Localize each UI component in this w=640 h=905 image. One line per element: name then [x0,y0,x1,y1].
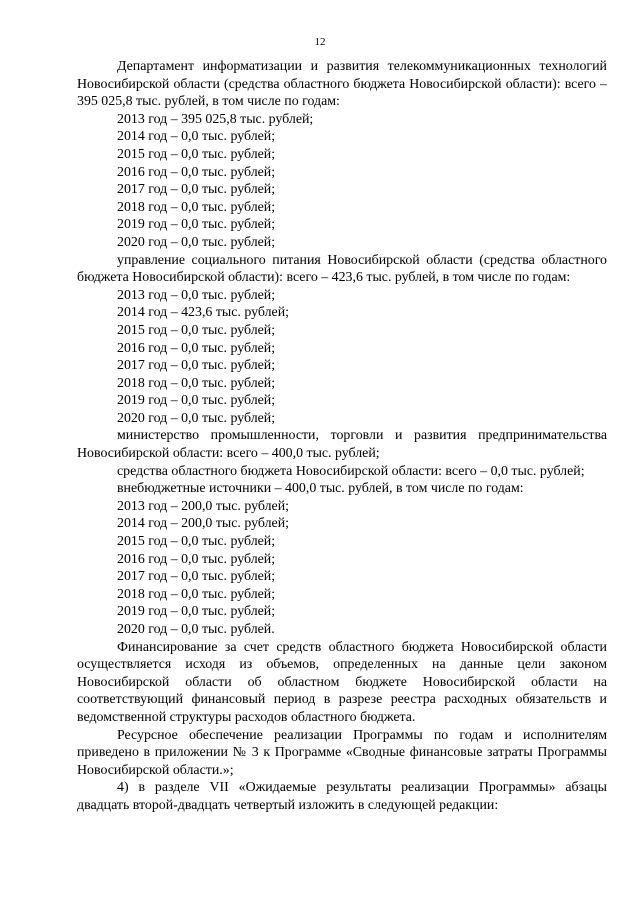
list-item: 2020 год – 0,0 тыс. рублей; [117,234,276,250]
list-item: 2014 год – 0,0 тыс. рублей; [117,129,276,145]
list-item: 2019 год – 0,0 тыс. рублей; [117,217,276,233]
paragraph-department-informatization: Департамент информатизации и развития телекоммуникационных технологий Новосибирской области (средства областного бюджета Новосибирской области): всего – 395 025,8 тыс. рублей, в том числе по годам: [77,59,607,110]
list-item: 2017 год – 0,0 тыс. рублей; [117,569,276,585]
list-item: 2013 год – 395 025,8 тыс. рублей; [117,111,314,127]
page-number: 12 [314,36,326,48]
list-item: 2018 год – 0,0 тыс. рублей; [117,199,276,215]
paragraph-ministry-industry: министерство промышленности, торговли и развития предпринимательства Новосибирской области: всего – 400,0 тыс. рублей; [77,428,607,462]
list-item: 2019 год – 0,0 тыс. рублей; [117,393,276,409]
list-item: 2019 год – 0,0 тыс. рублей; [117,604,276,620]
list-item: 2016 год – 0,0 тыс. рублей; [117,551,276,567]
paragraph-section-vii: 4) в разделе VII «Ожидаемые результаты реализации Программы» абзацы двадцать второй-двадцать четвертый изложить в следующей редакции: [77,780,607,813]
list-item: 2013 год – 200,0 тыс. рублей; [117,498,289,514]
paragraph-extrabudgetary: внебюджетные источники – 400,0 тыс. рублей, в том числе по годам: [117,481,524,497]
paragraph-regional-budget: средства областного бюджета Новосибирской области: всего – 0,0 тыс. рублей; [117,463,585,479]
list-item: 2018 год – 0,0 тыс. рублей; [117,375,276,391]
list-item: 2020 год – 0,0 тыс. рублей. [117,622,275,637]
list-item: 2018 год – 0,0 тыс. рублей; [117,586,276,602]
list-item: 2014 год – 200,0 тыс. рублей; [117,516,289,532]
list-item: 2015 год – 0,0 тыс. рублей; [117,146,276,162]
document-body [77,58,607,815]
list-item: 2017 год – 0,0 тыс. рублей; [117,358,276,374]
list-item: 2016 год – 0,0 тыс. рублей; [117,340,276,356]
list-item: 2020 год – 0,0 тыс. рублей; [117,410,276,426]
list-item: 2016 год – 0,0 тыс. рублей; [117,164,276,180]
paragraph-social-nutrition: управление социального питания Новосибирской области (средства областного бюджета Новосибирской области): всего – 423,6 тыс. рублей, в том числе по годам: [77,252,607,286]
list-item: 2013 год – 0,0 тыс. рублей; [117,287,276,303]
list-item: 2014 год – 423,6 тыс. рублей; [117,305,289,321]
list-item: 2017 год – 0,0 тыс. рублей; [117,182,276,198]
list-item: 2015 год – 0,0 тыс. рублей; [117,322,276,338]
paragraph-financing: Финансирование за счет средств областного бюджета Новосибирской области осуществляется исходя из объемов, определенных на данные цели законом Новосибирской области об областном бюджете Новосибирской области на соответствующий финансовый период в разрезе реестра расходных обязательств и ведомственной структуры расходов областного бюджета. [77,639,607,725]
list-item: 2015 год – 0,0 тыс. рублей; [117,534,276,550]
paragraph-resource-support: Ресурсное обеспечение реализации Программы по годам и исполнителям приведено в приложении № 3 к Программе «Сводные финансовые затраты Программы Новосибирской области.»; [77,727,607,778]
